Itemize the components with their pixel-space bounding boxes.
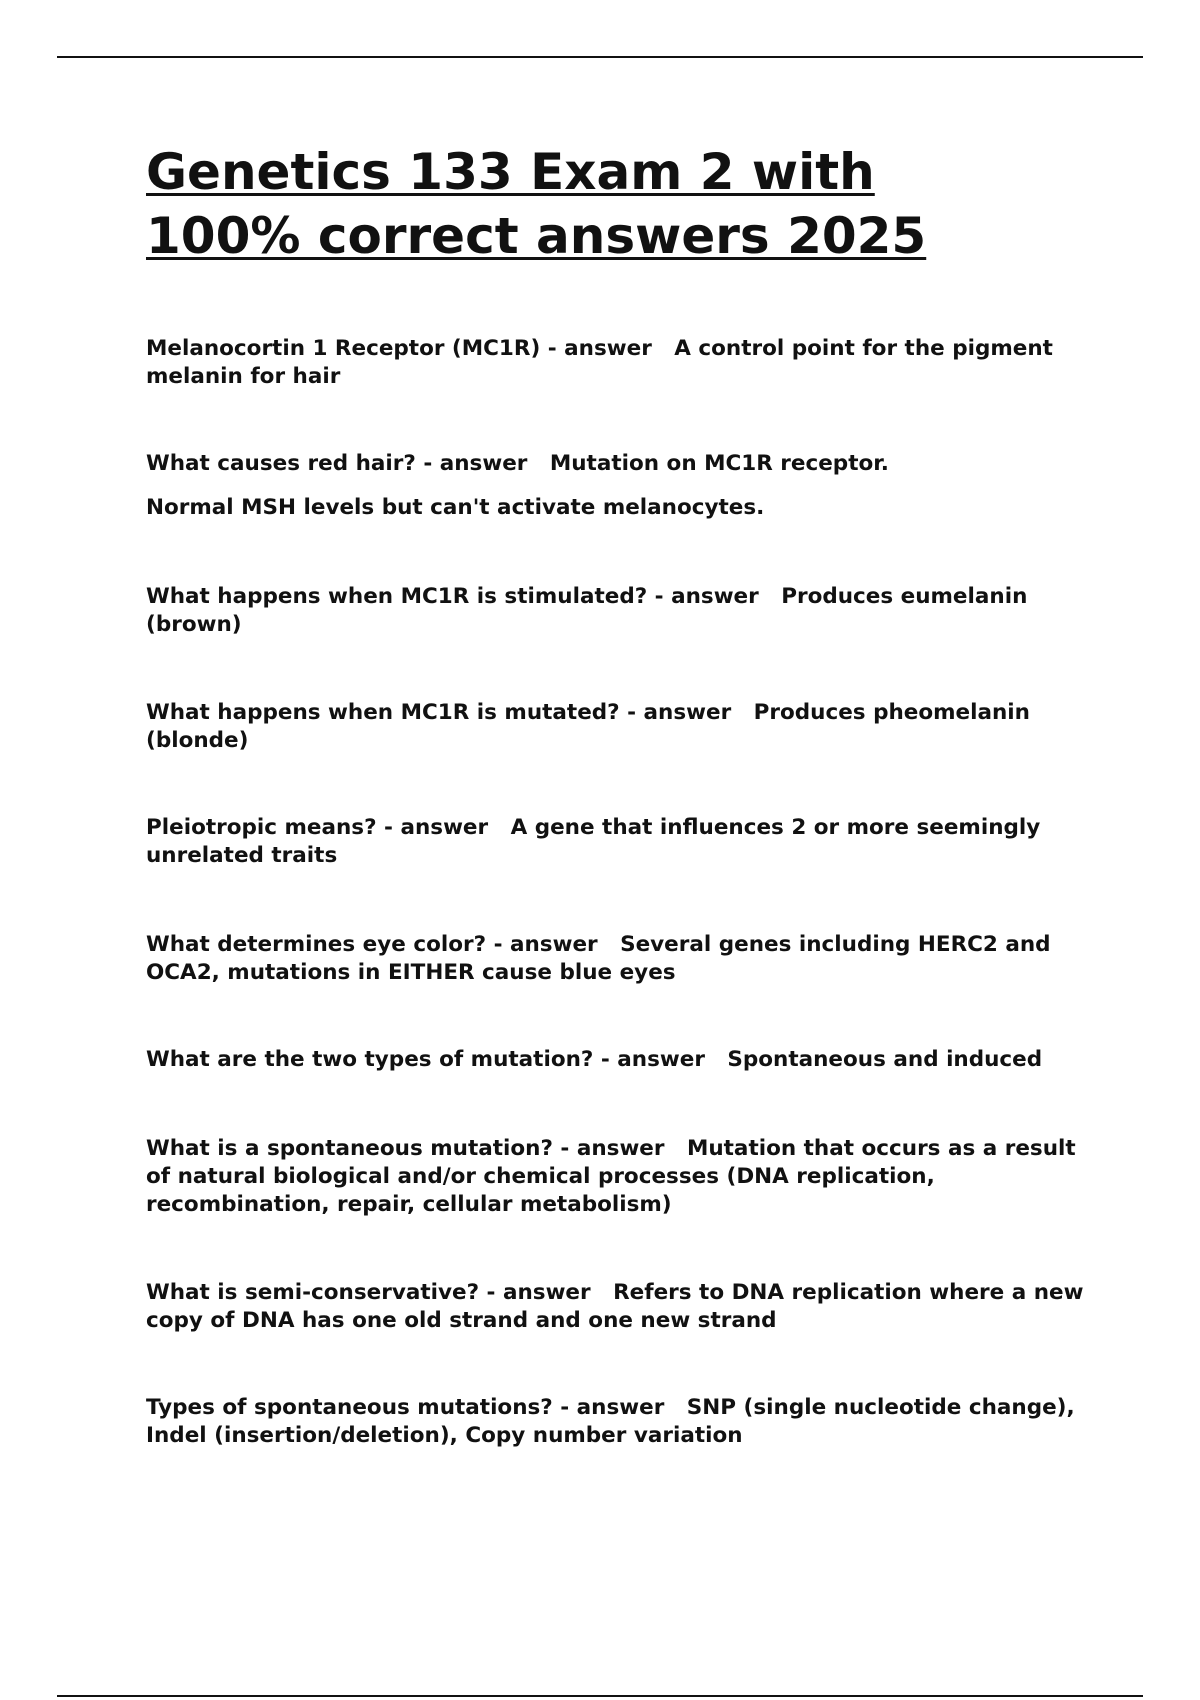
qa-item xyxy=(146,335,1091,391)
qa-answer: Refers to DNA replication where a new copy of DNA has one old strand and one new strand xyxy=(146,1280,1084,1333)
qa-item xyxy=(146,814,1091,870)
qa-item xyxy=(146,450,1091,522)
qa-question: What determines eye color? xyxy=(146,932,487,957)
qa-item xyxy=(146,1279,1091,1335)
qa-answer: Mutation on MC1R receptor. xyxy=(549,451,889,476)
qa-answer: SNP (single nucleotide change), Indel (insertion/deletion), Copy number variation xyxy=(146,1395,1075,1448)
qa-answer: A control point for the pigment melanin for hair xyxy=(146,336,1053,389)
qa-separator: - answer xyxy=(647,584,782,609)
qa-answer-extra: Normal MSH levels but can't activate melanocytes. xyxy=(146,495,765,520)
document-title: Genetics 133 Exam 2 with 100% correct answers 2025 xyxy=(146,143,927,265)
qa-separator: - answer xyxy=(593,1047,728,1072)
qa-separator: - answer xyxy=(486,932,621,957)
qa-question: What happens when MC1R is mutated? xyxy=(146,700,620,725)
qa-separator: - answer xyxy=(376,815,511,840)
qa-separator: - answer xyxy=(415,451,550,476)
qa-answer: Produces pheomelanin (blonde) xyxy=(146,700,1030,753)
qa-answer: Mutation that occurs as a result of natural biological and/or chemical processes (DNA replication, recombination, repair, cellular metabolism) xyxy=(146,1136,1076,1217)
qa-item xyxy=(146,931,1091,987)
qa-answer: Several genes including HERC2 and OCA2, mutations in EITHER cause blue eyes xyxy=(146,932,1051,985)
qa-item xyxy=(146,1135,1091,1219)
qa-question: What happens when MC1R is stimulated? xyxy=(146,584,648,609)
bottom-rule xyxy=(57,1695,1143,1697)
top-rule xyxy=(57,56,1143,58)
qa-question: What is semi-conservative? xyxy=(146,1280,480,1305)
qa-question: What causes red hair? xyxy=(146,451,416,476)
qa-question: Melanocortin 1 Receptor (MC1R) xyxy=(146,336,541,361)
qa-answer: Produces eumelanin (brown) xyxy=(146,584,1028,637)
qa-answer: Spontaneous and induced xyxy=(727,1047,1043,1072)
qa-separator: - answer xyxy=(552,1395,687,1420)
qa-item xyxy=(146,1046,1091,1074)
qa-answer: A gene that influences 2 or more seemingly unrelated traits xyxy=(146,815,1041,868)
qa-question: What is a spontaneous mutation? xyxy=(146,1136,553,1161)
qa-item xyxy=(146,1394,1091,1450)
qa-question: What are the two types of mutation? xyxy=(146,1047,594,1072)
qa-separator: - answer xyxy=(619,700,754,725)
qa-question: Pleiotropic means? xyxy=(146,815,377,840)
qa-separator: - answer xyxy=(552,1136,687,1161)
qa-question: Types of spontaneous mutations? xyxy=(146,1395,553,1420)
qa-item xyxy=(146,583,1091,639)
qa-separator: - answer xyxy=(540,336,675,361)
document-header xyxy=(146,140,1106,268)
qa-separator: - answer xyxy=(479,1280,614,1305)
qa-item xyxy=(146,699,1091,755)
